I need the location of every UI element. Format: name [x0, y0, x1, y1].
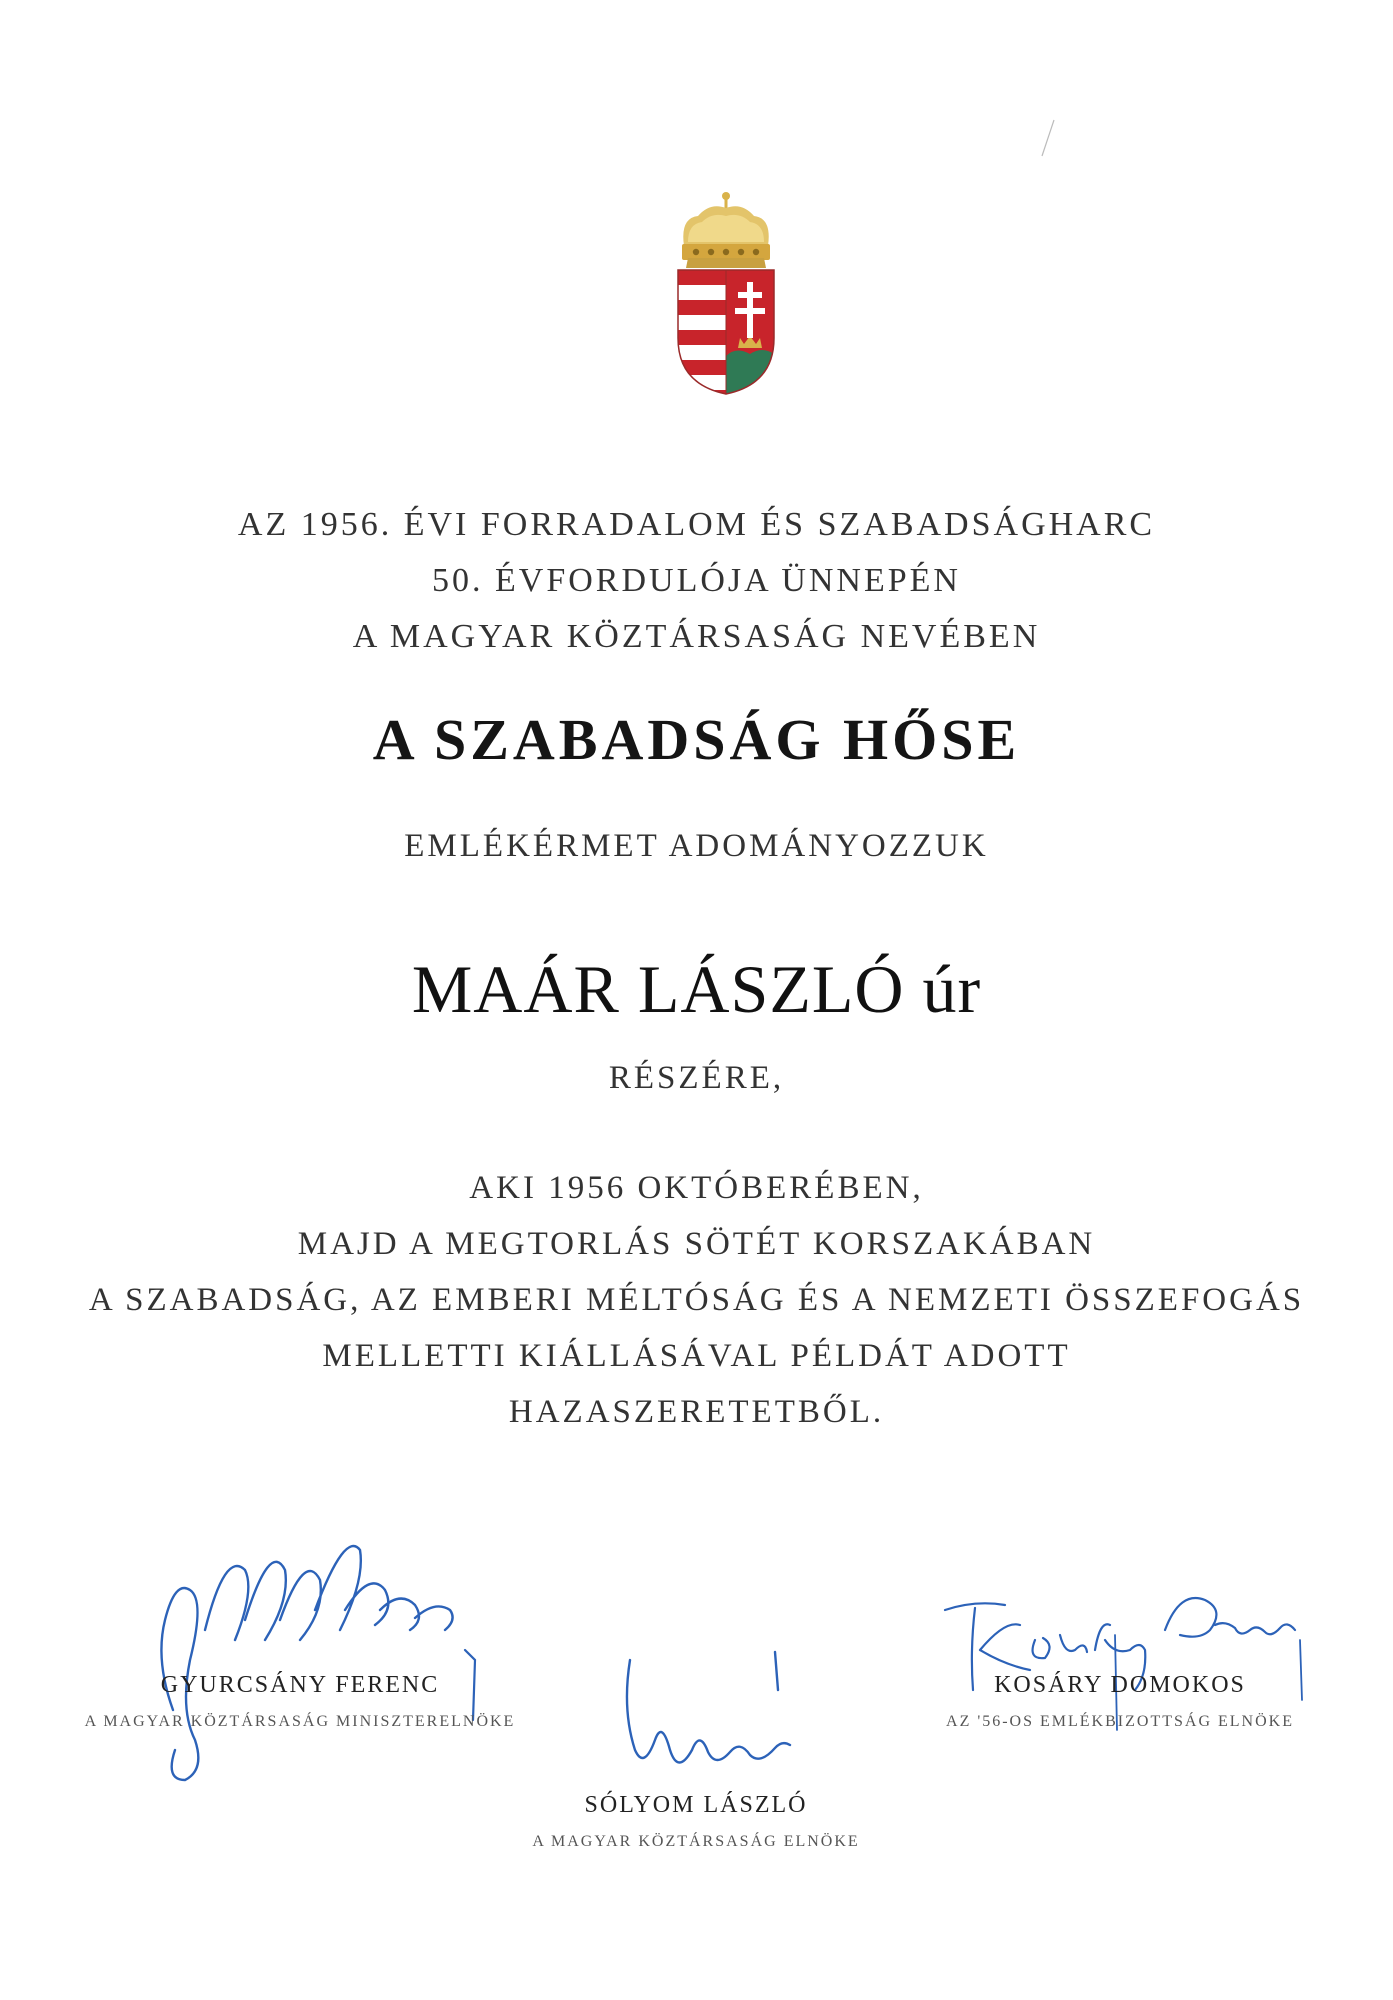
signatory-left [60, 1672, 540, 1731]
signatory-center [456, 1792, 936, 1851]
signatory-right [880, 1672, 1360, 1731]
hungarian-coat-of-arms-icon [666, 188, 786, 398]
recipient-name: MAÁR LÁSZLÓ úr [411, 951, 982, 1027]
signature-gyurcsany [95, 1510, 505, 1800]
citation-line: MELLETTI KIÁLLÁSÁVAL PÉLDÁT ADOTT [322, 1338, 1071, 1374]
signatory-name: GYURCSÁNY FERENC [160, 1672, 440, 1698]
award-subtitle: EMLÉKÉRMET ADOMÁNYOZZUK [404, 828, 989, 864]
citation-line: AKI 1956 OKTÓBERÉBEN, [469, 1170, 924, 1206]
signatory-title: A MAGYAR KÖZTÁRSASÁG MINISZTERELNÖKE [84, 1713, 516, 1730]
signature-solyom [600, 1640, 830, 1800]
citation-line: HAZASZERETETBŐL. [508, 1394, 885, 1430]
header-line-2: 50. ÉVFORDULÓJA ÜNNEPÉN [432, 562, 961, 599]
scan-mark [1038, 118, 1058, 158]
header-line-3: A MAGYAR KÖZTÁRSASÁG NEVÉBEN [352, 618, 1041, 655]
citation-line: A SZABADSÁG, AZ EMBERI MÉLTÓSÁG ÉS A NEMZETI ÖSSZEFOGÁS [88, 1282, 1305, 1318]
signatory-name: KOSÁRY DOMOKOS [994, 1672, 1246, 1698]
award-title: A SZABADSÁG HŐSE [372, 707, 1021, 772]
citation-line: MAJD A MEGTORLÁS SÖTÉT KORSZAKÁBAN [297, 1226, 1096, 1262]
signatory-title: A MAGYAR KÖZTÁRSASÁG ELNÖKE [532, 1833, 860, 1850]
signatory-name: SÓLYOM LÁSZLÓ [584, 1792, 808, 1818]
signatory-title: AZ '56-OS EMLÉKBIZOTTSÁG ELNÖKE [946, 1713, 1294, 1730]
header-line-1: AZ 1956. ÉVI FORRADALOM ÉS SZABADSÁGHARC [237, 506, 1156, 543]
recipient-for-label: RÉSZÉRE, [608, 1060, 785, 1096]
